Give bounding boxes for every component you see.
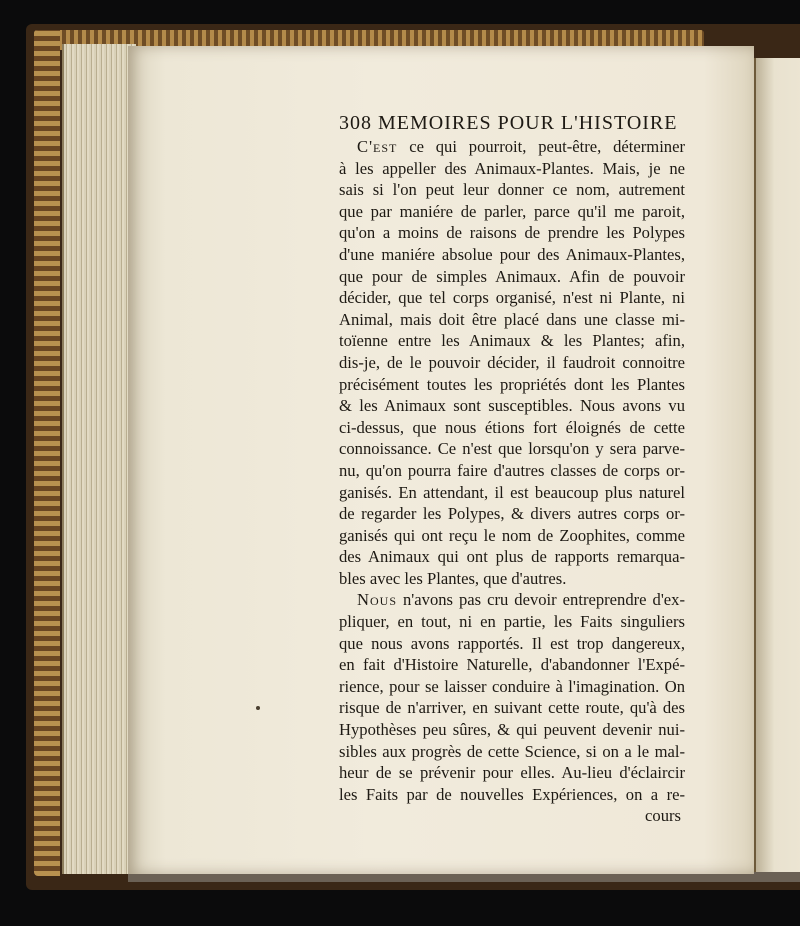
line-text: nu, qu'on pourra faire d'autres classes de corps or-: [339, 460, 685, 480]
facing-page-edge: [754, 58, 800, 878]
text-line: [339, 482, 685, 504]
line-text: sais si l'on peut leur donner ce nom, autrement: [339, 180, 685, 200]
page-header: 308 MEMOIRES POUR L'HISTOIRE: [339, 112, 678, 134]
line-text: ganisés qui ont reçu le nom de Zoophites, comme: [339, 525, 685, 545]
text-line: [339, 244, 685, 266]
line-text: d'une maniére absolue pour des Animaux-Plantes,: [339, 244, 685, 264]
line-text: heur de se prévenir pour elles. Au-lieu d'éclaircir: [339, 763, 685, 783]
text-line: [339, 546, 685, 568]
text-line: [339, 179, 685, 201]
paragraph-opening-word: C'est: [357, 137, 398, 156]
text-line: [339, 417, 685, 439]
text-line: [339, 330, 685, 352]
line-text: risque de n'arriver, en suivant cette route, qu'à des: [339, 698, 685, 718]
page-edges: [62, 44, 136, 874]
line-text: de regarder les Polypes, & divers autres corps or-: [339, 504, 685, 524]
text-line: [339, 676, 685, 698]
catchword: cours: [645, 806, 681, 826]
text-line: [339, 460, 685, 482]
text-line: [339, 697, 685, 719]
text-line: [339, 395, 685, 417]
text-line: [339, 222, 685, 244]
text-line: [339, 201, 685, 223]
line-text: ce qui pourroit, peut-être, déterminer: [397, 137, 685, 156]
text-line: [339, 525, 685, 547]
text-line: [339, 784, 685, 806]
line-text: en fait d'Histoire Naturelle, d'abandonner l'Expé-: [339, 655, 685, 675]
text-line: [339, 136, 685, 158]
line-text: qu'on a moins de raisons de prendre les Polypes: [339, 223, 685, 243]
line-text: Animal, mais doit être placé dans une classe mi-: [339, 309, 685, 329]
text-line: [339, 438, 685, 460]
text-line: [339, 719, 685, 741]
line-text: les Faits par de nouvelles Expériences, on a re-: [339, 784, 685, 804]
text-line: [339, 568, 685, 590]
line-text: précisément toutes les propriétés dont les Plantes: [339, 374, 685, 394]
text-line: [339, 589, 685, 611]
line-text: dis-je, de le pouvoir décider, il faudroit connoitre: [339, 352, 685, 372]
line-text: que par maniére de parler, parce qu'il me paroit,: [339, 201, 685, 221]
line-text: à les appeller des Animaux-Plantes. Mais, je ne: [339, 158, 685, 178]
paragraph-opening-word: Nous: [357, 590, 397, 610]
line-text: toïenne entre les Animaux & les Plantes; afin,: [339, 331, 685, 351]
line-text: pliquer, en tout, ni en partie, les Faits singuliers: [339, 612, 685, 632]
line-text: ganisés. En attendant, il est beaucoup plus naturel: [339, 482, 685, 502]
line-text: & les Animaux sont susceptibles. Nous avons vu: [339, 396, 685, 416]
line-text: bles avec les Plantes, que d'autres.: [339, 568, 567, 588]
page-body: [339, 136, 685, 827]
text-line: [339, 309, 685, 331]
line-text: Hypothèses peu sûres, & qui peuvent devenir nui-: [339, 720, 685, 740]
text-line: [339, 654, 685, 676]
cover-left-edge: [34, 30, 60, 876]
line-text: n'avons pas cru devoir entreprendre d'ex-: [397, 590, 685, 610]
text-line: [339, 633, 685, 655]
text-line: [339, 741, 685, 763]
text-line: [339, 158, 685, 180]
ink-spot: [256, 706, 260, 710]
line-text: connoissance. Ce n'est que lorsqu'on y sera parve-: [339, 439, 685, 459]
line-text: sibles aux progrès de cette Science, si on a le mal-: [339, 741, 685, 761]
text-line: [339, 611, 685, 633]
text-line: [339, 762, 685, 784]
line-text: décider, que tel corps organisé, n'est ni Plante, ni: [339, 288, 685, 308]
text-line: [339, 266, 685, 288]
line-text: rience, pour se laisser conduire à l'imagination. On: [339, 676, 685, 696]
line-text: que pour de simples Animaux. Afin de pouvoir: [339, 266, 685, 286]
text-line: [339, 374, 685, 396]
text-line: [339, 503, 685, 525]
line-text: que nous avons rapportés. Il est trop dangereux,: [339, 633, 685, 653]
line-text: ci-dessus, que nous étions fort éloignés de cette: [339, 417, 685, 437]
text-line: [339, 287, 685, 309]
text-line: [339, 352, 685, 374]
line-text: des Animaux qui ont plus de rapports remarqua-: [339, 547, 685, 567]
